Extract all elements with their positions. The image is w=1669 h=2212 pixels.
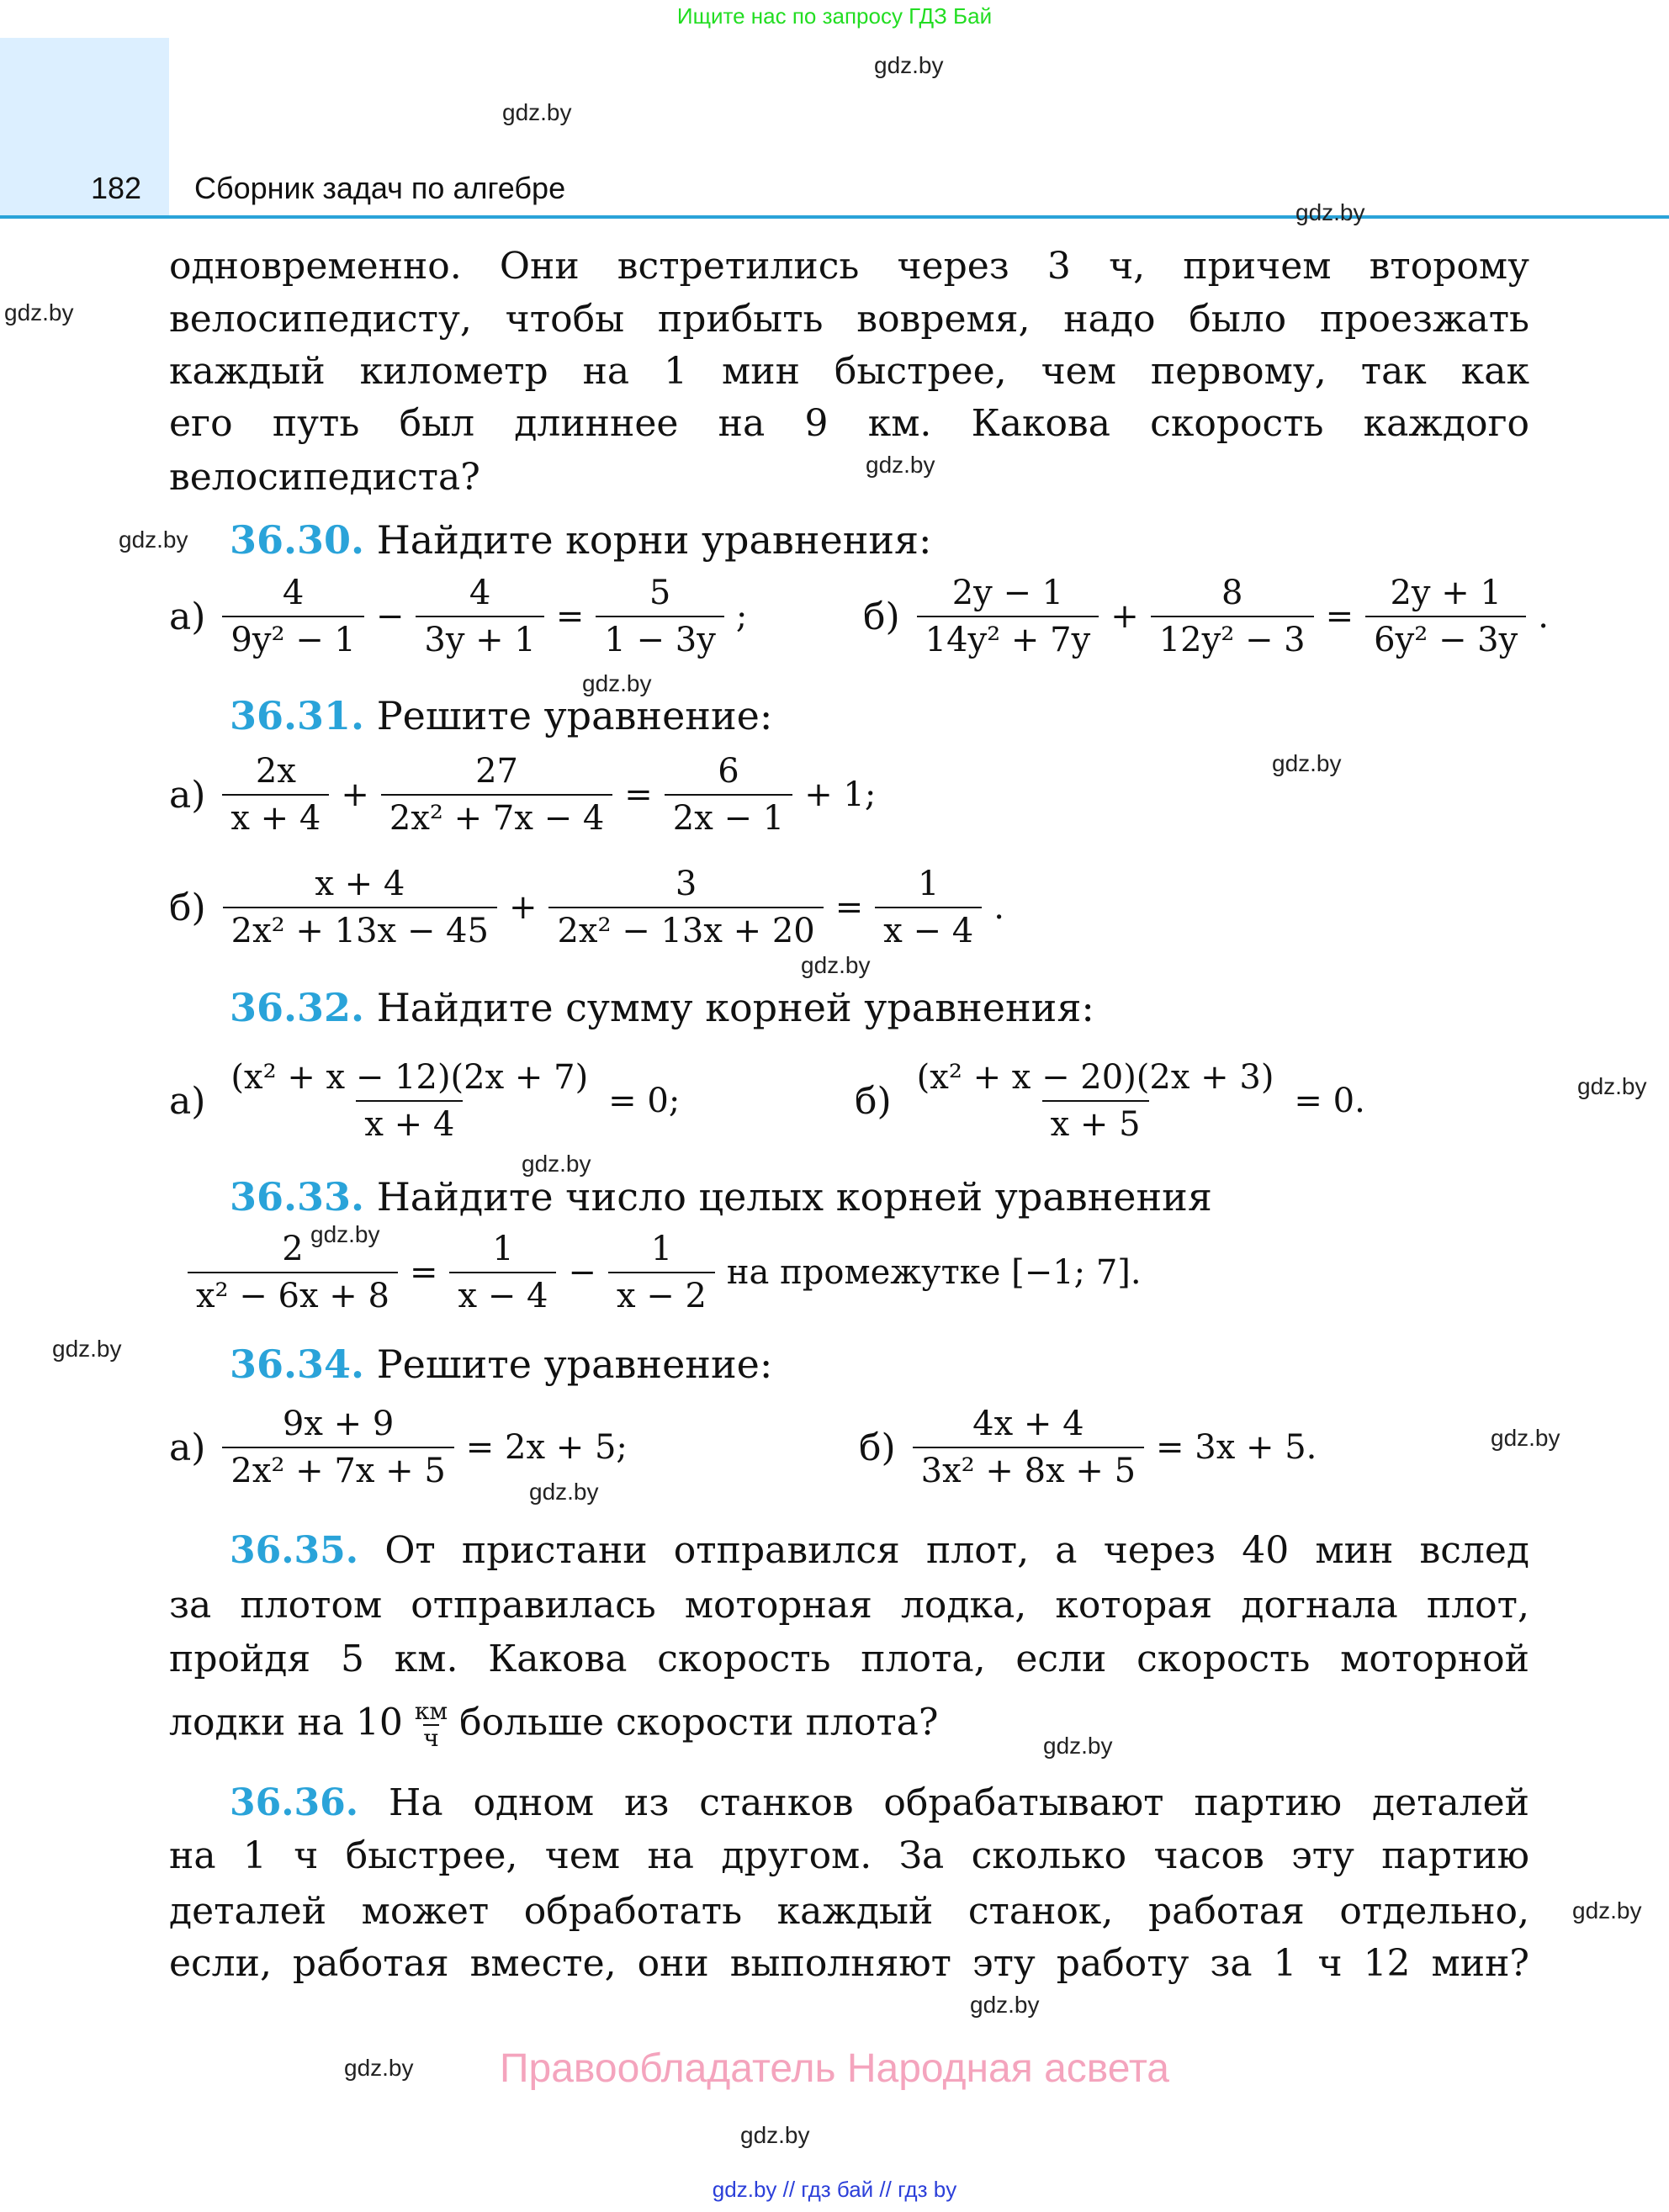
denominator: 1 − 3y [596, 616, 723, 659]
denominator: 14y² + 7y [917, 616, 1099, 659]
item-label: б) [863, 595, 900, 638]
fraction [222, 1405, 453, 1490]
math-operator: = [555, 597, 585, 636]
unit-fraction [415, 1699, 448, 1751]
item-label: б) [859, 1426, 896, 1469]
denominator: x + 5 [1042, 1100, 1149, 1144]
fraction [1151, 574, 1314, 659]
numerator: (x² + x − 12)(2x + 7) [230, 1058, 589, 1097]
numerator: 6 [718, 752, 739, 791]
watermark: gdz.by [582, 670, 652, 696]
numerator: 1 [650, 1230, 673, 1268]
fraction [1365, 574, 1526, 659]
numerator: 4x + 4 [972, 1405, 1084, 1443]
fraction [608, 1230, 715, 1315]
equation-36-32-b [855, 1058, 1365, 1144]
watermark: gdz.by [1577, 1073, 1647, 1099]
watermark: gdz.by [344, 2055, 414, 2081]
numerator: 2y − 1 [951, 574, 1064, 612]
problem-text: От пристани отправился плот, а через 40 мин вслед [384, 1529, 1529, 1572]
math-operator: = 0; [608, 1082, 681, 1120]
math-operator: = [409, 1253, 438, 1292]
math-operator: ; [735, 597, 748, 636]
problem-36-36-line [230, 1782, 1529, 1824]
numerator: 3 [675, 865, 697, 903]
math-operator: . [993, 888, 1004, 927]
footer-links[interactable]: gdz.by // гдз бай // гдз by [712, 2177, 957, 2202]
math-operator: . [1538, 597, 1549, 636]
problem-title: Найдите число целых корней уравнения [376, 1174, 1212, 1220]
fraction [913, 1405, 1144, 1490]
item-label: б) [169, 886, 206, 929]
math-operator: = [624, 775, 653, 814]
watermark: gdz.by [310, 1221, 380, 1247]
math-operator: = 2x + 5; [465, 1428, 628, 1467]
watermark: gdz.by [874, 52, 944, 78]
denominator: 3y + 1 [416, 616, 543, 659]
math-operator: = [834, 888, 864, 927]
watermark: gdz.by [52, 1336, 122, 1362]
numerator: 5 [649, 574, 671, 612]
problem-number: 36.30. [230, 517, 365, 563]
problem-text: больше скорости плота? [459, 1701, 939, 1744]
math-operator: − [375, 597, 405, 636]
problem-title: Найдите корни уравнения: [376, 517, 932, 563]
problem-36-36-line: деталей может обработать каждый станок, работая отдельно, [169, 1890, 1529, 1933]
fraction [223, 865, 497, 950]
fraction [665, 752, 792, 838]
fraction [596, 574, 723, 659]
problem-number: 36.34. [230, 1341, 365, 1387]
numerator: 2 [282, 1230, 304, 1268]
problem-36-34-heading [230, 1342, 772, 1386]
denominator: x − 4 [449, 1272, 556, 1315]
fraction [548, 865, 823, 950]
watermark: gdz.by [529, 1479, 599, 1505]
numerator: 2x [255, 752, 296, 791]
math-operator: = 0. [1294, 1082, 1365, 1120]
fraction [416, 574, 543, 659]
numerator: 4 [469, 574, 491, 612]
problem-36-36-line: на 1 ч быстрее, чем на другом. За сколько часов эту партию [169, 1834, 1529, 1877]
intro-line: его путь был длиннее на 9 км. Какова скорость каждого [169, 402, 1529, 445]
watermark: gdz.by [4, 299, 74, 325]
fraction [875, 865, 982, 950]
copyright-notice: Правообладатель Народная асвета [500, 2046, 1169, 2091]
numerator: 1 [918, 865, 940, 903]
problem-number: 36.36. [230, 1781, 359, 1824]
running-title: Сборник задач по алгебре [194, 171, 566, 205]
watermark: gdz.by [866, 452, 935, 478]
intro-line: одновременно. Они встретились через 3 ч, причем второму [169, 245, 1529, 288]
equation-36-31-a [169, 752, 876, 838]
equation-36-31-b [169, 865, 1004, 950]
problem-number: 36.31. [230, 693, 365, 738]
problem-text: На одном из станков обрабатывают партию деталей [389, 1781, 1529, 1824]
equation-36-30-b [863, 574, 1549, 659]
problem-36-35-line: за плотом отправилась моторная лодка, которая догнала плот, [169, 1584, 1529, 1627]
equation-36-34-a [169, 1405, 628, 1490]
page-number: 182 [91, 171, 142, 205]
problem-36-32-heading [230, 986, 1094, 1029]
fraction [222, 574, 363, 659]
header-band [0, 38, 169, 216]
equation-36-30-a [169, 574, 747, 659]
intro-line: каждый километр на 1 мин быстрее, чем первому, так как [169, 350, 1529, 393]
intro-line: велосипедисту, чтобы прибыть вовремя, надо было проезжать [169, 298, 1529, 341]
problem-title: Решите уравнение: [376, 1341, 773, 1387]
problem-title: Решите уравнение: [376, 693, 773, 738]
problem-number: 36.32. [230, 985, 365, 1030]
denominator: 2x² + 7x + 5 [222, 1447, 453, 1490]
fraction [222, 1058, 596, 1144]
unit-denominator: ч [423, 1724, 439, 1752]
denominator: 3x² + 8x + 5 [913, 1447, 1144, 1490]
problem-text: лодки на 10 [169, 1701, 403, 1744]
numerator: x + 4 [315, 865, 405, 903]
denominator: x + 4 [356, 1100, 463, 1144]
item-label: а) [169, 1079, 206, 1123]
watermark: gdz.by [970, 1992, 1040, 2018]
fraction [917, 574, 1099, 659]
fraction [449, 1230, 556, 1315]
item-label: а) [169, 773, 206, 817]
denominator: x + 4 [222, 794, 329, 838]
fraction [222, 752, 329, 838]
math-operator: = [1325, 597, 1354, 636]
problem-36-35-line [169, 1699, 1529, 1751]
watermark: gdz.by [1272, 750, 1342, 776]
watermark: gdz.by [502, 99, 572, 125]
denominator: x − 4 [875, 907, 982, 950]
denominator: 2x² + 13x − 45 [223, 907, 497, 950]
numerator: 1 [492, 1230, 514, 1268]
watermark: gdz.by [1295, 199, 1365, 225]
item-label: б) [855, 1079, 892, 1123]
denominator: 12y² − 3 [1151, 616, 1314, 659]
math-operator: на промежутке [−1; 7]. [726, 1253, 1142, 1292]
math-operator: + [508, 888, 538, 927]
problem-number: 36.35. [230, 1529, 359, 1572]
denominator: 6y² − 3y [1365, 616, 1526, 659]
fraction [909, 1058, 1283, 1144]
math-operator: + [1110, 597, 1139, 636]
numerator: 4 [282, 574, 305, 612]
problem-number: 36.33. [230, 1174, 365, 1220]
intro-line: велосипедиста? [169, 456, 480, 499]
numerator: 9x + 9 [282, 1405, 395, 1443]
watermark: gdz.by [1043, 1733, 1113, 1759]
unit-numerator: км [414, 1697, 448, 1725]
denominator: 2x² − 13x + 20 [548, 907, 823, 950]
equation-36-34-b [859, 1405, 1317, 1490]
problem-36-30-heading [230, 518, 932, 562]
denominator: x² − 6x + 8 [188, 1272, 398, 1315]
watermark: gdz.by [801, 952, 871, 978]
problem-36-36-line: если, работая вместе, они выполняют эту работу за 1 ч 12 мин? [169, 1942, 1529, 1985]
problem-36-31-heading [230, 694, 772, 738]
top-ad-text: Ищите нас по запросу ГДЗ Бай [676, 3, 993, 29]
watermark: gdz.by [740, 2122, 810, 2148]
item-label: а) [169, 1426, 206, 1469]
problem-36-33-heading [230, 1175, 1212, 1219]
fraction [381, 752, 612, 838]
problem-36-35-line [230, 1530, 1529, 1572]
denominator: x − 2 [608, 1272, 715, 1315]
numerator: 8 [1221, 574, 1243, 612]
item-label: а) [169, 595, 206, 638]
math-operator: − [568, 1253, 596, 1292]
watermark: gdz.by [1491, 1425, 1560, 1451]
denominator: 9y² − 1 [222, 616, 363, 659]
denominator: 2x² + 7x − 4 [381, 794, 612, 838]
problem-title: Найдите сумму корней уравнения: [376, 985, 1094, 1030]
watermark: gdz.by [1572, 1897, 1642, 1924]
math-operator: + 1; [804, 775, 877, 814]
math-operator: = 3x + 5. [1156, 1428, 1317, 1467]
math-operator: + [341, 775, 369, 814]
numerator: 2y + 1 [1390, 574, 1502, 612]
problem-36-35-line: пройдя 5 км. Какова скорость плота, если скорость моторной [169, 1638, 1529, 1680]
denominator: 2x − 1 [665, 794, 792, 838]
numerator: (x² + x − 20)(2x + 3) [916, 1058, 1274, 1097]
watermark: gdz.by [522, 1151, 591, 1177]
equation-36-32-a [169, 1058, 680, 1144]
header-rule [0, 215, 1669, 219]
numerator: 27 [475, 752, 519, 791]
watermark: gdz.by [119, 527, 188, 553]
